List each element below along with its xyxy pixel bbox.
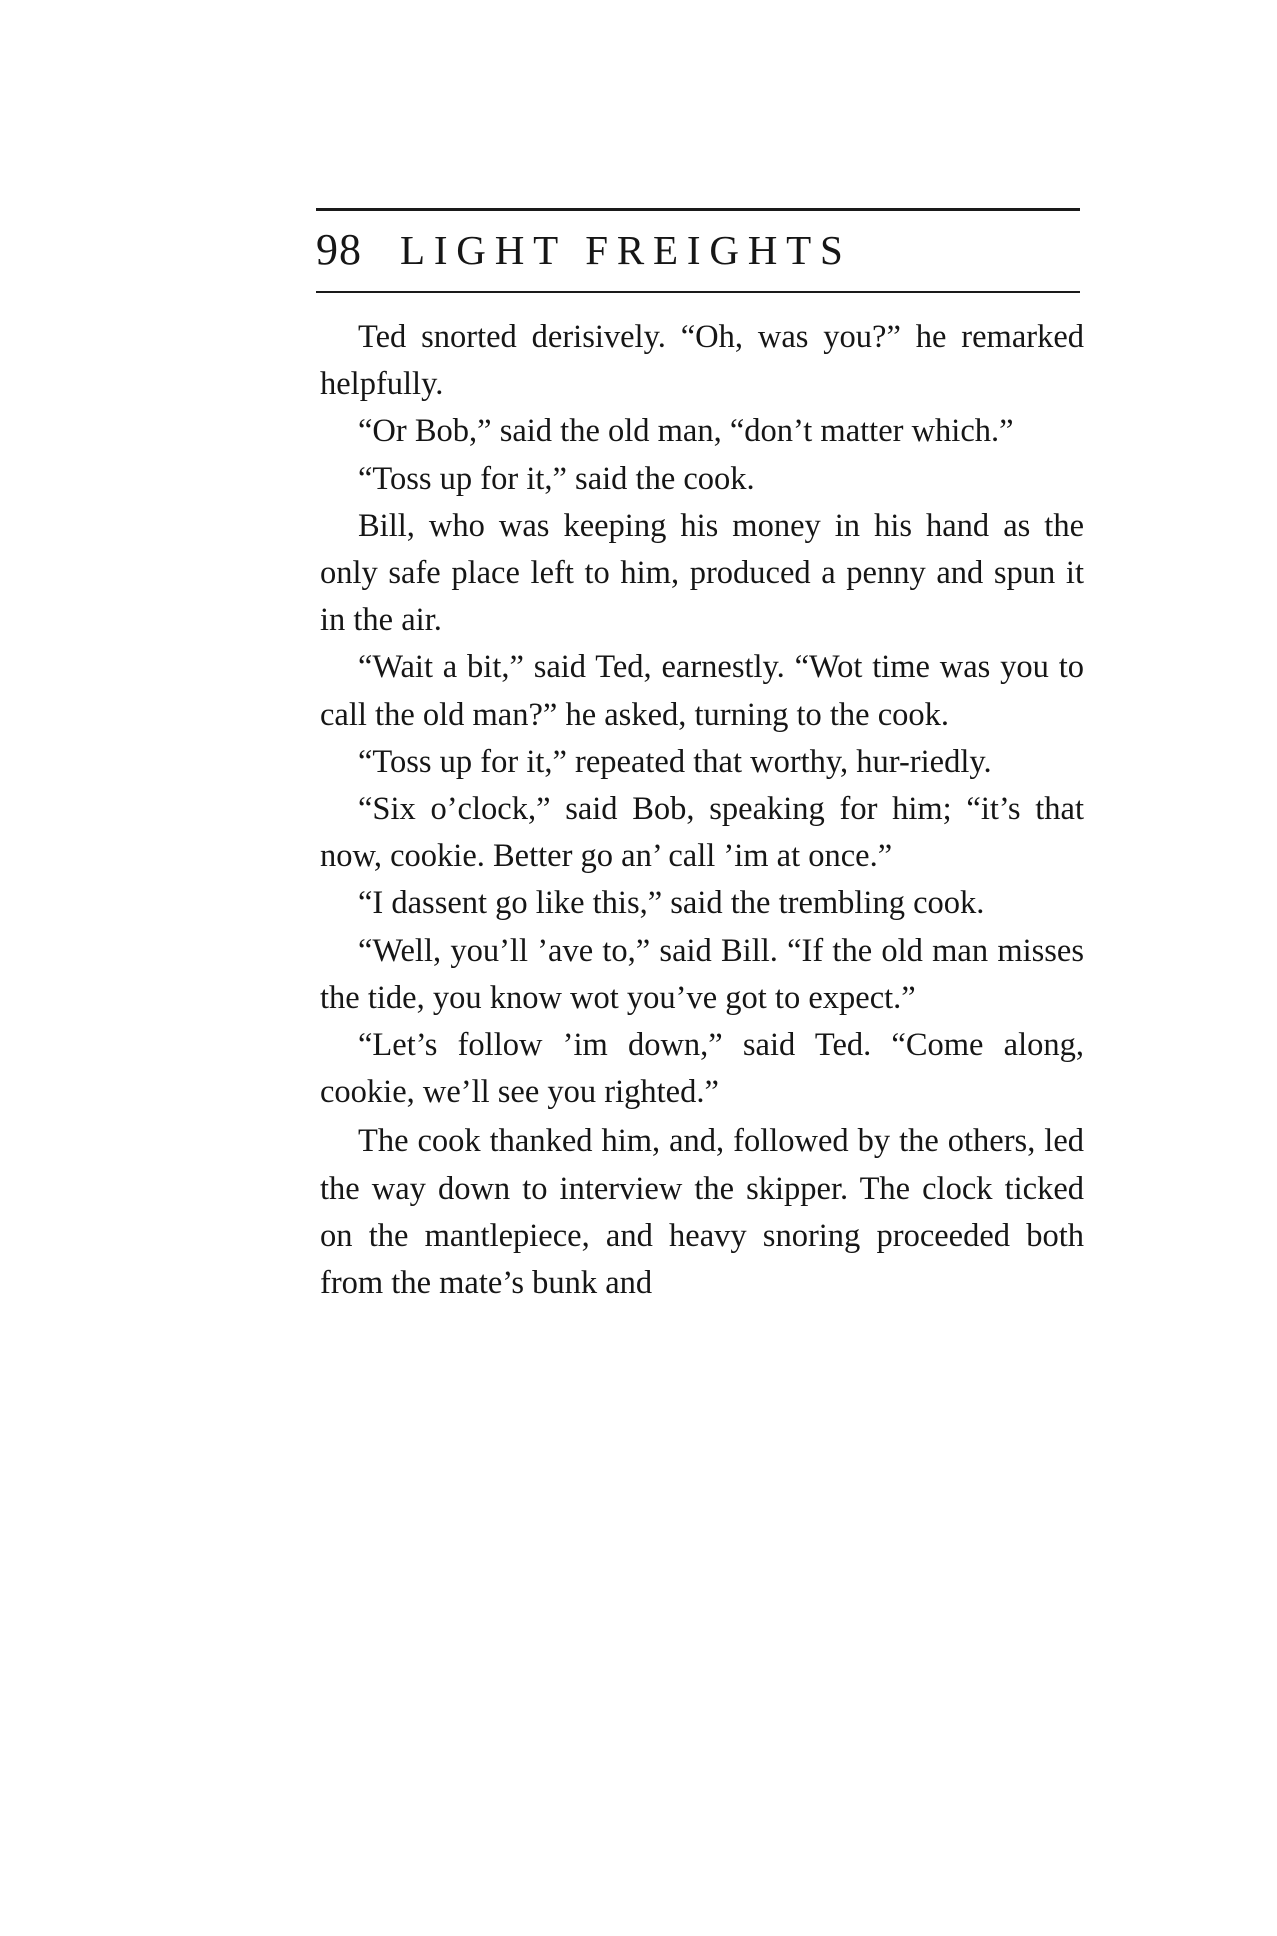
paragraph-8: “I dassent go like this,” said the trembling cook. [358,885,985,922]
page-number: 98 [316,225,362,274]
paragraph-11: The cook thanked him, and, followed by the others, led the way down to interview the skipper. The clock ticked on the mantlepiece, and heavy snoring proceeded both from the mate’s bunk and [320,1123,1084,1302]
body-text [320,314,1084,1307]
book-title: LIGHT FREIGHTS [400,227,852,273]
paragraph-4: Bill, who was keeping his money in his hand as the only safe place left to him, produced a penny and spun it in the air. [320,507,1084,639]
paragraph-5: “Wait a bit,” said Ted, earnestly. “Wot time was you to call the old man?” he asked, turning to the cook. [320,649,1084,733]
paragraph-1: Ted snorted derisively. “Oh, was you?” he remarked helpfully. [320,319,1084,403]
paragraph-10: “Let’s follow ’im down,” said Ted. “Come along, cookie, we’ll see you righted.” [320,1027,1084,1111]
running-head [316,224,852,284]
paragraph-3: “Toss up for it,” said the cook. [358,460,755,497]
header-rule-bottom [316,291,1080,293]
paragraph-7: “Six o’clock,” said Bob, speaking for him; “it’s that now, cookie. Better go an’ call ’im at once.” [320,791,1084,875]
paragraph-9: “Well, you’ll ’ave to,” said Bill. “If the old man misses the tide, you know wot you’ve got to expect.” [320,932,1084,1016]
header-rule-top [316,208,1080,211]
paragraph-6: “Toss up for it,” repeated that worthy, hur-riedly. [358,743,992,780]
paragraph-2: “Or Bob,” said the old man, “don’t matter which.” [358,413,1014,450]
